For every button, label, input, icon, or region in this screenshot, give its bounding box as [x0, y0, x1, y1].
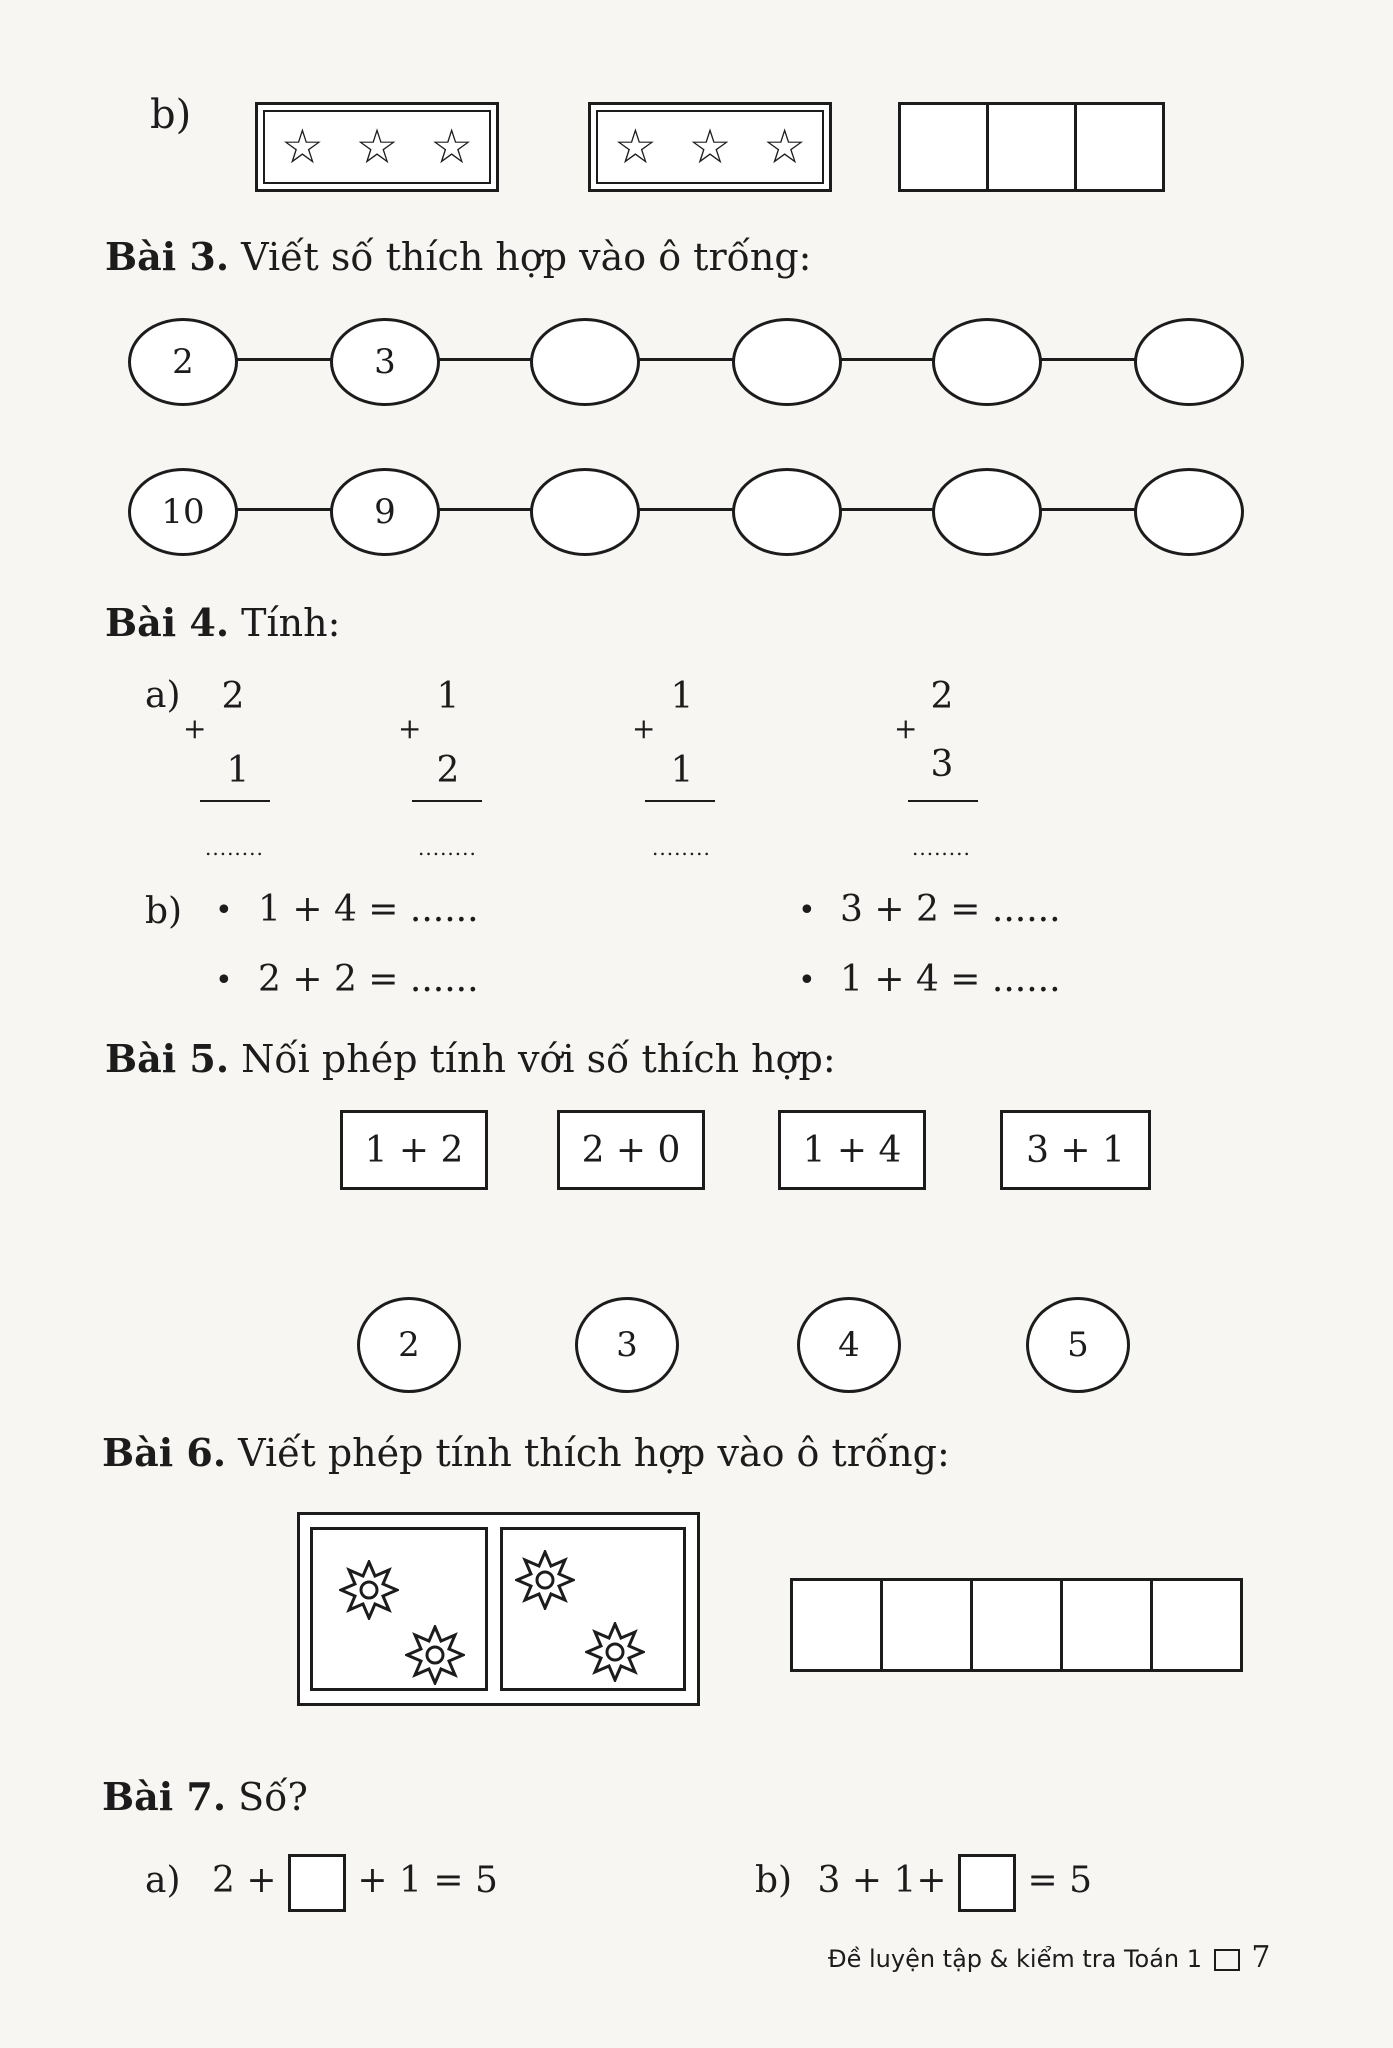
number-circle: 9 [330, 468, 440, 556]
connector-line [832, 508, 937, 511]
answer-cell[interactable] [1063, 1581, 1153, 1669]
column-top-number: 1 [436, 676, 460, 717]
expression-box[interactable]: 3 + 1 [1000, 1110, 1151, 1190]
bai6-heading-text: Viết phép tính thích hợp vào ô trống: [238, 1431, 950, 1475]
footer [828, 1940, 1270, 1975]
star-icon: ☆ [280, 119, 324, 175]
star-icon: ☆ [613, 119, 657, 175]
answer-dots[interactable]: ........ [205, 836, 264, 860]
connector-line [230, 358, 335, 361]
column-top-number: 2 [221, 676, 245, 717]
column-top-number: 2 [930, 676, 954, 717]
connector-line [432, 358, 537, 361]
blank-circle[interactable] [932, 318, 1042, 406]
equation-item[interactable]: 3 + 2 = ...... [840, 889, 1061, 930]
blank-circle[interactable] [530, 468, 640, 556]
star-icon: ☆ [763, 119, 807, 175]
answer-dots[interactable]: ........ [418, 836, 477, 860]
connector-line [632, 508, 737, 511]
answer-cell[interactable] [883, 1581, 973, 1669]
bai7-part-a [145, 1854, 498, 1912]
star-icon: ☆ [355, 119, 399, 175]
column-bottom-number: 1 [226, 750, 250, 791]
bullet: • [798, 893, 816, 928]
bai7-part-a-right: + 1 = 5 [357, 1860, 498, 1901]
bai7-part-a-left: 2 + [211, 1860, 277, 1901]
number-circle[interactable]: 2 [357, 1297, 461, 1393]
equation-item[interactable]: 1 + 4 = ...... [258, 889, 479, 930]
answer-cell[interactable] [793, 1581, 883, 1669]
expression-box[interactable]: 1 + 4 [778, 1110, 926, 1190]
plus-sign: + [632, 712, 656, 745]
bai4-part-b-label: b) [145, 891, 183, 932]
column-bottom-number: 1 [670, 750, 694, 791]
picture-frame [297, 1512, 700, 1706]
bullet: • [215, 963, 233, 998]
number-circle[interactable]: 5 [1026, 1297, 1130, 1393]
bai4-part-a-label: a) [145, 675, 181, 716]
blank-circle[interactable] [732, 318, 842, 406]
answer-square[interactable] [288, 1854, 346, 1912]
star-box-2-inner [596, 110, 824, 184]
bai7-part-b [755, 1854, 1092, 1912]
column-top-number: 1 [670, 676, 694, 717]
expression-box[interactable]: 2 + 0 [557, 1110, 705, 1190]
answer-cell[interactable] [973, 1581, 1063, 1669]
answer-cell[interactable] [1077, 105, 1162, 189]
bai7-part-b-label: b) [755, 1860, 793, 1901]
equation-item[interactable]: 1 + 4 = ...... [840, 959, 1061, 1000]
bai4-heading-num: Bài 4. [105, 600, 230, 645]
bullet: • [215, 893, 233, 928]
star-icon: ☆ [430, 119, 474, 175]
picture-panel-right [500, 1527, 686, 1691]
connector-line [432, 508, 537, 511]
answer-cell[interactable] [1153, 1581, 1240, 1669]
connector-line [832, 358, 937, 361]
bai5-heading-text: Nối phép tính với số thích hợp: [241, 1037, 836, 1081]
blank-circle[interactable] [530, 318, 640, 406]
bai3-heading-num: Bài 3. [105, 234, 230, 279]
star-box-1-inner [263, 110, 491, 184]
bullet: • [798, 963, 816, 998]
number-circle: 10 [128, 468, 238, 556]
bai3-heading-text: Viết số thích hợp vào ô trống: [241, 235, 812, 279]
equation-item[interactable]: 2 + 2 = ...... [258, 959, 479, 1000]
star-box-1 [255, 102, 499, 192]
bai6-heading-num: Bài 6. [102, 1430, 227, 1475]
connector-line [632, 358, 737, 361]
answer-dots[interactable]: ........ [652, 836, 711, 860]
bai2b-answer-boxes[interactable] [898, 102, 1165, 192]
page-number: 7 [1251, 1940, 1271, 1975]
blank-circle[interactable] [932, 468, 1042, 556]
sun-icon [339, 1560, 399, 1620]
sun-icon [405, 1625, 465, 1685]
sum-line [200, 800, 270, 802]
picture-panel-left [310, 1527, 488, 1691]
sum-line [908, 800, 978, 802]
sun-icon [515, 1550, 575, 1610]
answer-cell[interactable] [989, 105, 1077, 189]
answer-dots[interactable]: ........ [912, 836, 971, 860]
book-icon [1214, 1949, 1240, 1971]
sum-line [645, 800, 715, 802]
bai7-heading [102, 1774, 308, 1819]
plus-sign: + [894, 712, 918, 745]
sun-icon [585, 1622, 645, 1682]
star-box-2 [588, 102, 832, 192]
blank-circle[interactable] [1134, 318, 1244, 406]
answer-cell[interactable] [901, 105, 989, 189]
bai5-heading-num: Bài 5. [105, 1036, 230, 1081]
answer-square[interactable] [958, 1854, 1016, 1912]
connector-line [230, 508, 335, 511]
expression-box[interactable]: 1 + 2 [340, 1110, 488, 1190]
bai6-heading [102, 1430, 950, 1475]
bai4-heading-text: Tính: [241, 601, 341, 645]
bai3-heading [105, 234, 812, 279]
blank-circle[interactable] [732, 468, 842, 556]
bai2b-label: b) [150, 92, 192, 138]
plus-sign: + [398, 712, 422, 745]
connector-line [1032, 508, 1137, 511]
number-circle: 3 [330, 318, 440, 406]
column-bottom-number: 3 [930, 744, 954, 785]
bai7-part-b-left: 3 + 1+ [817, 1860, 947, 1901]
bai5-heading [105, 1036, 836, 1081]
number-circle[interactable]: 3 [575, 1297, 679, 1393]
bai7-part-a-label: a) [145, 1860, 181, 1901]
number-circle[interactable]: 4 [797, 1297, 901, 1393]
sum-line [412, 800, 482, 802]
plus-sign: + [183, 712, 207, 745]
bai6-answer-boxes[interactable] [790, 1578, 1243, 1672]
bai7-heading-text: Số? [238, 1775, 308, 1819]
bai4-heading [105, 600, 341, 645]
blank-circle[interactable] [1134, 468, 1244, 556]
footer-title: Đề luyện tập & kiểm tra Toán 1 [828, 1945, 1203, 1973]
number-circle: 2 [128, 318, 238, 406]
bai7-heading-num: Bài 7. [102, 1774, 227, 1819]
column-bottom-number: 2 [436, 750, 460, 791]
bai7-part-b-right: = 5 [1027, 1860, 1092, 1901]
connector-line [1032, 358, 1137, 361]
star-icon: ☆ [688, 119, 732, 175]
